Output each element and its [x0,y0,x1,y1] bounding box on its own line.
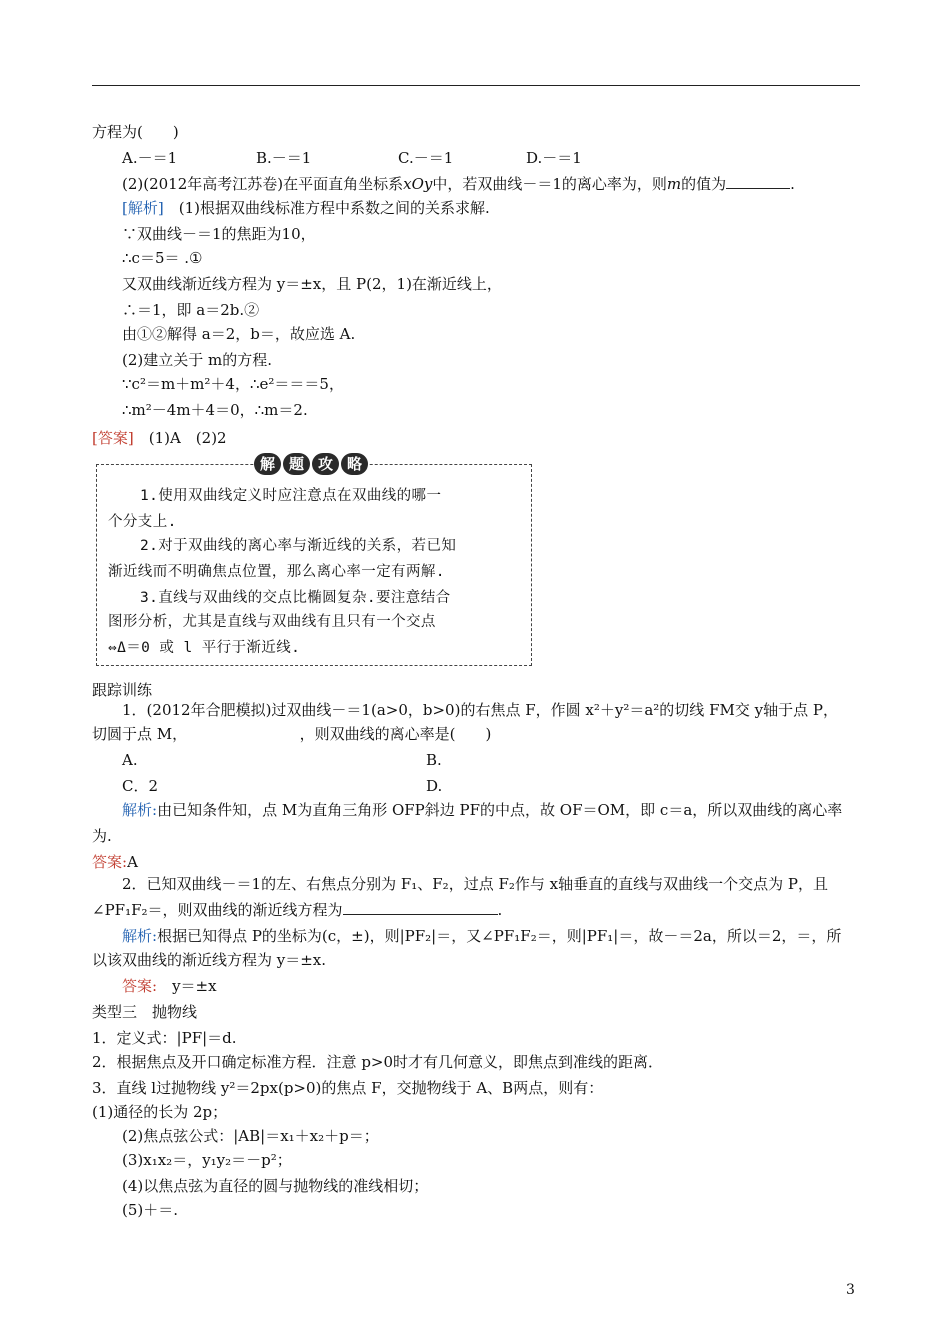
tips-title [254,452,368,476]
answer-label: 答案: [122,977,158,995]
text-line: (5)＋＝. [122,1201,179,1219]
q2-part: 中，若双曲线－＝1的离心率为，则 [432,175,667,193]
text-line: (4)以焦点弦为直径的圆与抛物线的准线相切； [122,1177,429,1195]
analysis-line [122,800,842,820]
answer-blank [726,174,790,189]
text-line: (1)通径的长为 2p； [92,1103,228,1121]
text-line: (3)x₁x₂＝，y₁y₂＝－p²； [122,1151,292,1169]
text-line: ∵双曲线－＝1的焦距为10， [122,225,316,243]
option-d: D.－＝1 [526,149,582,167]
text-line: 1．(2012年合肥模拟)过双曲线－＝1(a>0，b>0)的右焦点 F，作圆 x²＋y²＝a²的切线 FM交 y轴于点 P， [122,701,838,719]
text-line: 2．根据焦点及开口确定标准方程．注意 p>0时才有几何意义，即焦点到准线的距离． [92,1053,664,1071]
text-line: ∴m²－4m＋4＝0，∴m＝2. [122,401,308,419]
analysis-label: [解析] [122,199,164,217]
tip-line: 3.直线与双曲线的交点比椭圆复杂.要注意结合 [140,590,451,606]
answer-line [122,976,217,996]
option-d: D. [426,777,443,795]
analysis-line [122,926,841,946]
option-c: C．2 [122,777,159,795]
section-heading: 跟踪训练 [92,681,153,699]
answer-blank [343,900,498,915]
answer-line [92,428,227,448]
analysis-text: 由已知条件知，点 M为直角三角形 OFP斜边 PF的中点，故 OF＝OM，即 c＝a，所以双曲线的离心率 [157,801,843,819]
q2-part: 的值为 [681,175,727,193]
tip-title-char: 略 [341,453,368,475]
text-line: (2)建立关于 m的方程. [122,351,273,369]
tip-title-char: 攻 [312,453,339,475]
q2-coord: xOy [403,175,433,193]
answer-text: A [127,853,138,871]
text-line: 为. [92,827,112,845]
answer-text: (1)A (2)2 [133,429,227,447]
text-line: (2)焦点弦公式：|AB|＝x₁＋x₂＋p＝； [122,1127,379,1145]
text-line: 方程为( ) [92,123,179,141]
analysis-label: 解析: [122,801,158,819]
text-line: 3．直线 l过抛物线 y²＝2px(p>0)的焦点 F，交抛物线于 A、B两点，则有： [92,1079,604,1097]
text-line: 由①②解得 a＝2，b＝，故应选 A. [122,325,356,343]
option-c: C.－＝1 [398,149,454,167]
analysis-label: 解析: [122,927,158,945]
question-line [92,900,502,920]
tip-line: 渐近线而不明确焦点位置，那么离心率一定有两解. [108,564,445,580]
tip-line: ⇔Δ＝0 或 l 平行于渐近线. [108,640,301,656]
option-b: B. [426,751,442,769]
text-line: 1．定义式：|PF|＝d. [92,1029,237,1047]
text-line: ∴c＝5＝ .① [122,249,203,267]
text-line: 切圆于点 M， ，则双曲线的离心率是( ) [92,725,492,743]
option-a: A.－＝1 [122,149,178,167]
answer-label: [答案] [92,429,134,447]
q2-var: m [666,175,682,193]
text-line: 2．已知双曲线－＝1的左、右焦点分别为 F₁、F₂，过点 F₂作与 x轴垂直的直线与双曲线一个交点为 P，且 [122,875,828,893]
option-b: B.－＝1 [256,149,312,167]
tip-line: 个分支上. [108,514,177,530]
q2-part: . [790,175,795,193]
header-rule [92,85,860,86]
tip-line: 图形分析，尤其是直线与双曲线有且只有一个交点 [108,614,436,630]
answer-line [92,852,138,872]
tip-line: 1.使用双曲线定义时应注意点在双曲线的哪一 [140,488,442,504]
tip-title-char: 解 [254,453,281,475]
question-text: ∠PF₁F₂＝，则双曲线的渐近线方程为 [92,901,343,919]
question-2 [122,174,795,194]
analysis-line [122,198,490,218]
section-heading: 类型三 抛物线 [92,1003,198,1021]
analysis-text: (1)根据双曲线标准方程中系数之间的关系求解. [163,199,490,217]
question-text: . [497,901,503,919]
answer-label: 答案: [92,853,128,871]
text-line: 又双曲线渐近线方程为 y＝±x，且 P(2，1)在渐近线上， [122,275,502,293]
text-line: 以该双曲线的渐近线方程为 y＝±x. [92,951,327,969]
page-number: 3 [846,1282,855,1298]
option-a: A. [122,751,138,769]
tip-title-char: 题 [283,453,310,475]
q2-part: (2)(2012年高考江苏卷)在平面直角坐标系 [122,175,404,193]
analysis-text: 根据已知得点 P的坐标为(c，±)，则|PF₂|＝，又∠PF₁F₂＝，则|PF₁|＝，故－＝2a，所以＝2，＝，所 [157,927,842,945]
text-line: ∵c²＝m＋m²＋4，∴e²＝＝＝5， [122,375,344,393]
tip-line: 2.对于双曲线的离心率与渐近线的关系，若已知 [140,538,457,554]
answer-text: y＝±x [157,977,217,995]
text-line: ∴＝1，即 a＝2b.② [122,301,260,319]
